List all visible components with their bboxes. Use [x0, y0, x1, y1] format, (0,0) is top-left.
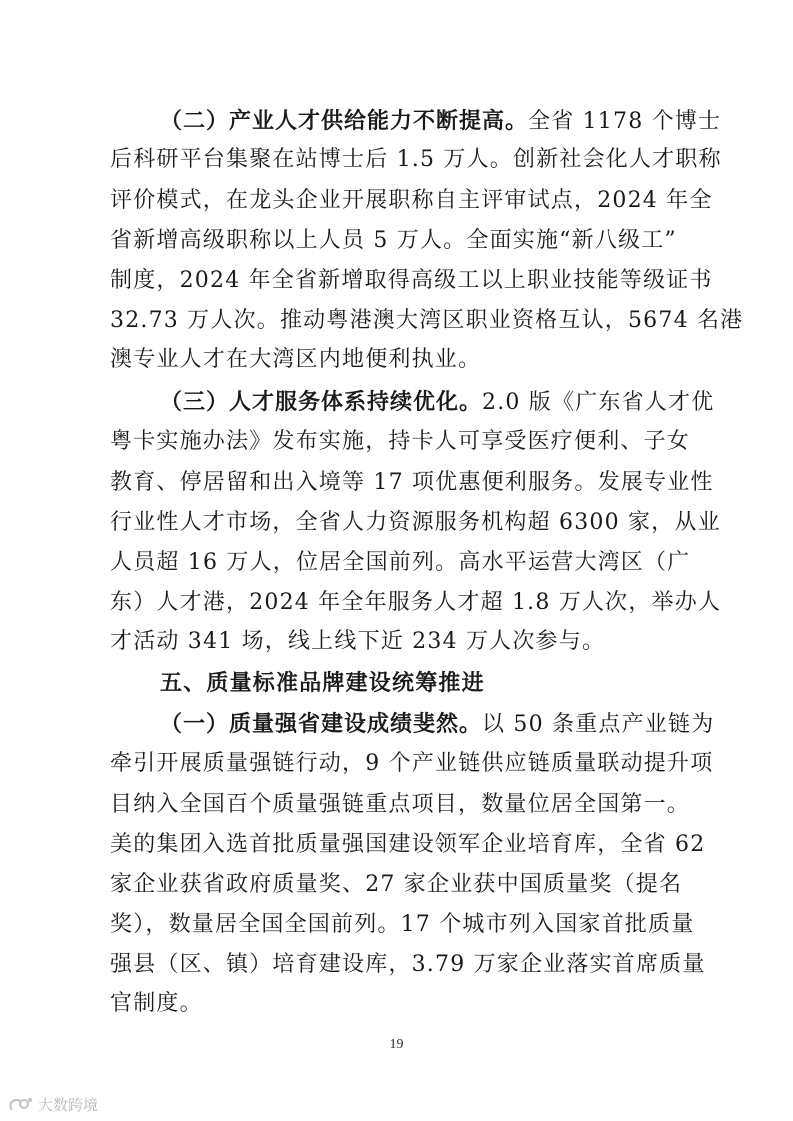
paragraph-line: 澳专业人才在大湾区内地便利执业。 [110, 347, 482, 372]
paragraph-line: 32.73 万人次。推动粤港澳大湾区职业资格互认，5674 名港 [110, 308, 744, 333]
paragraph-line [160, 389, 715, 417]
paragraph-heading: （一）质量强省建设成绩斐然。 [160, 712, 483, 737]
section-title: 五、质量标准品牌建设统筹推进 [160, 671, 485, 696]
paragraph-line: 评价模式，在龙头企业开展职称自主评审试点，2024 年全 [110, 188, 713, 213]
paragraph-line: 后科研平台集聚在站博士后 1.5 万人。创新社会化人才职称 [110, 147, 722, 172]
paragraph-line: 人员超 16 万人，位居全国前列。高水平运营大湾区（广 [110, 550, 691, 575]
paragraph-line: 才活动 341 场，线上线下近 234 万人次参与。 [110, 629, 606, 654]
paragraph-line: 粤卡实施办法》发布实施，持卡人可享受医疗便利、子女 [110, 429, 691, 454]
paragraph-line: 行业性人才市场，全省人力资源服务机构超 6300 家，从业 [110, 510, 721, 535]
brand-logo-icon [8, 1095, 34, 1113]
paragraph-line: 奖），数量居全国全国前列。17 个城市列入国家首批质量 [110, 912, 695, 937]
page-number: 19 [389, 1037, 404, 1052]
paragraph-line: 美的集团入选首批质量强国建设领军企业培育库，全省 62 [110, 832, 706, 857]
paragraph-heading: （二）产业人才供给能力不断提高。 [160, 109, 529, 134]
paragraph-line [160, 108, 722, 136]
watermark-text: 大数跨境 [38, 1095, 99, 1114]
paragraph-line [160, 711, 715, 739]
paragraph-line: 东）人才港，2024 年全年服务人才超 1.8 万人次，举办人 [110, 590, 722, 615]
paragraph-text: 以 50 条重点产业链为 [482, 712, 715, 737]
paragraph-text: 全省 1178 个博士 [528, 109, 722, 134]
paragraph-line: 教育、停居留和出入境等 17 项优惠便利服务。发展专业性 [110, 470, 714, 495]
paragraph-line: 目纳入全国百个质量强链重点项目，数量位居全国第一。 [110, 792, 691, 817]
paragraph-line: 家企业获省政府质量奖、27 家企业获中国质量奖（提名 [110, 872, 683, 897]
paragraph-line: 官制度。 [110, 991, 203, 1016]
paragraph-heading: （三）人才服务体系持续优化。 [160, 390, 483, 415]
paragraph-line: 制度，2024 年全省新增取得高级工以上职业技能等级证书 [110, 268, 713, 293]
paragraph-line: 牵引开展质量强链行动，9 个产业链供应链质量联动提升项 [110, 751, 714, 776]
paragraph-text: 2.0 版《广东省人才优 [482, 390, 715, 415]
watermark [8, 1093, 98, 1115]
paragraph-line: 强县（区、镇）培育建设库，3.79 万家企业落实首席质量 [110, 952, 706, 977]
paragraph-line: 省新增高级职称以上人员 5 万人。全面实施“新八级工” [110, 228, 677, 253]
